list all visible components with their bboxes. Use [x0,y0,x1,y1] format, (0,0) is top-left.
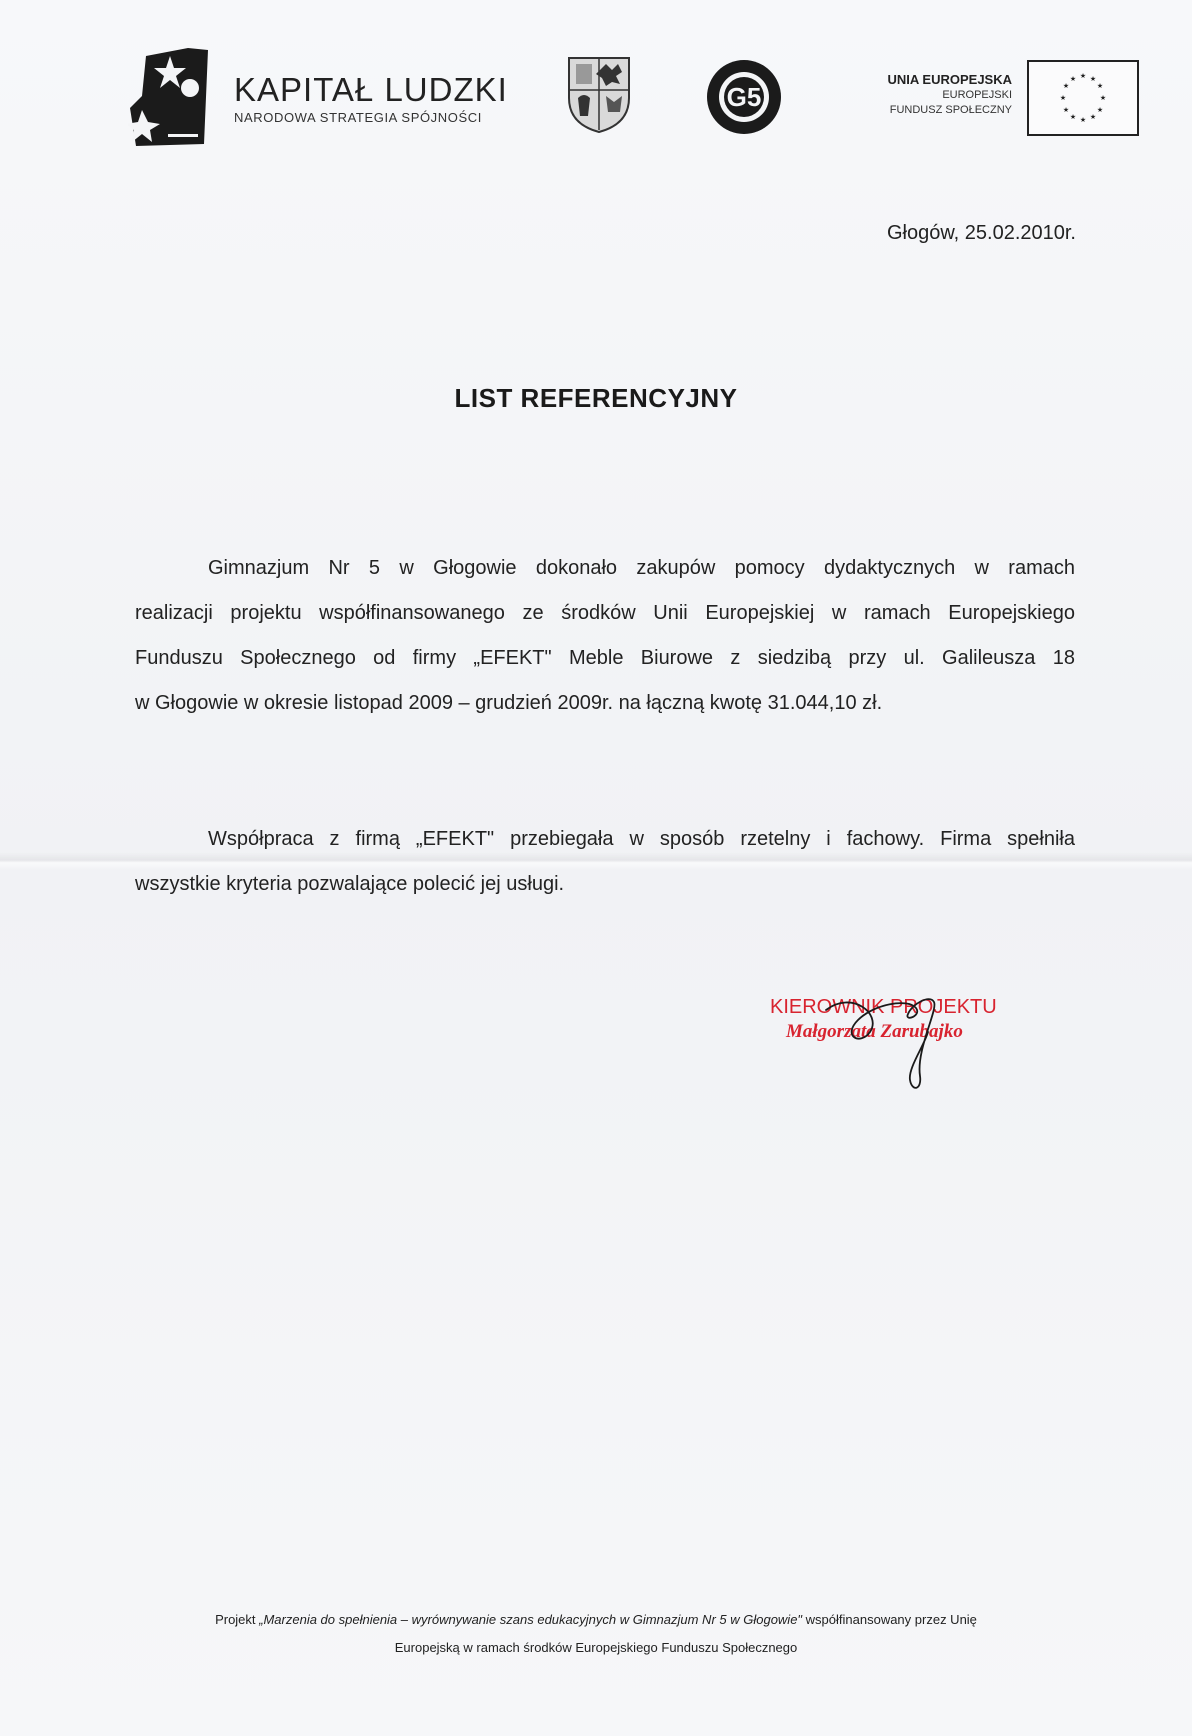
footer-prefix: Projekt [215,1612,260,1627]
stamp-name: Małgorzata Zarubajko [786,1021,963,1042]
city-crest-icon [566,54,632,134]
paragraph-line: realizacji projektu współfinansowanego ze środków Unii Europejskiej w ramach Europejskiego [135,602,1075,624]
svg-text:★: ★ [1069,113,1077,121]
svg-text:★: ★ [1062,106,1070,114]
paragraph-recommendation [135,817,1075,907]
school-logo-badge: G5 [726,82,762,112]
svg-text:★: ★ [1089,75,1097,83]
paragraph-line: wszystkie kryteria pozwalające polecić jej usługi. [135,873,565,895]
kapital-ludzki-wordmark [234,72,508,125]
svg-text:★: ★ [1079,116,1087,124]
eu-line-2: FUNDUSZ SPOŁECZNY [889,104,1012,116]
handwritten-signature [812,980,972,1100]
kapital-ludzki-logo [128,48,208,146]
eu-flag-icon [1027,60,1139,136]
svg-text:★: ★ [1069,75,1077,83]
eu-line-1: EUROPEJSKI [942,89,1012,101]
svg-text:★: ★ [1062,82,1070,90]
footer-project-name: „Marzenia do spełnienia – wyrównywanie szans edukacyjnych w Gimnazjum Nr 5 w Głogowie" [259,1612,803,1627]
stamp-role: KIEROWNIK PROJEKTU [770,996,997,1018]
letter-date: Głogów, 25.02.2010r. [886,222,1076,244]
project-footer [0,1606,1192,1662]
svg-text:★: ★ [1096,106,1104,114]
kapital-ludzki-subtitle: NARODOWA STRATEGIA SPÓJNOŚCI [234,110,482,125]
footer-line-2: Europejską w ramach środków Europejskiego Funduszu Społecznego [394,1640,798,1655]
svg-text:★: ★ [1096,82,1104,90]
eu-title: UNIA EUROPEJSKA [887,72,1012,87]
eu-wordmark [820,72,1012,118]
svg-text:★: ★ [1059,94,1067,102]
school-g5-logo [705,58,783,136]
svg-text:★: ★ [1079,72,1087,80]
paragraph-line: Funduszu Społecznego od firmy „EFEKT" Meble Biurowe z siedzibą przy ul. Galileusza 18 [135,647,1075,669]
footer-suffix: współfinansowany przez Unię [802,1612,977,1627]
letter-title: LIST REFERENCYJNY [454,383,738,413]
footer-line-1 [0,1606,1192,1634]
svg-text:★: ★ [1089,113,1097,121]
svg-text:★: ★ [1099,94,1107,102]
kapital-ludzki-title: KAPITAŁ LUDZKI [234,71,508,108]
paragraph-line: Gimnazjum Nr 5 w Głogowie dokonało zakupów pomocy dydaktycznych w ramach [208,557,1075,579]
paragraph-line: w Głogowie w okresie listopad 2009 – grudzień 2009r. na łączną kwotę 31.044,10 zł. [135,692,883,714]
paragraph-line: Współpraca z firmą „EFEKT" przebiegała w sposób rzetelny i fachowy. Firma spełniła [208,828,1075,850]
paragraph-purchase [135,546,1075,726]
